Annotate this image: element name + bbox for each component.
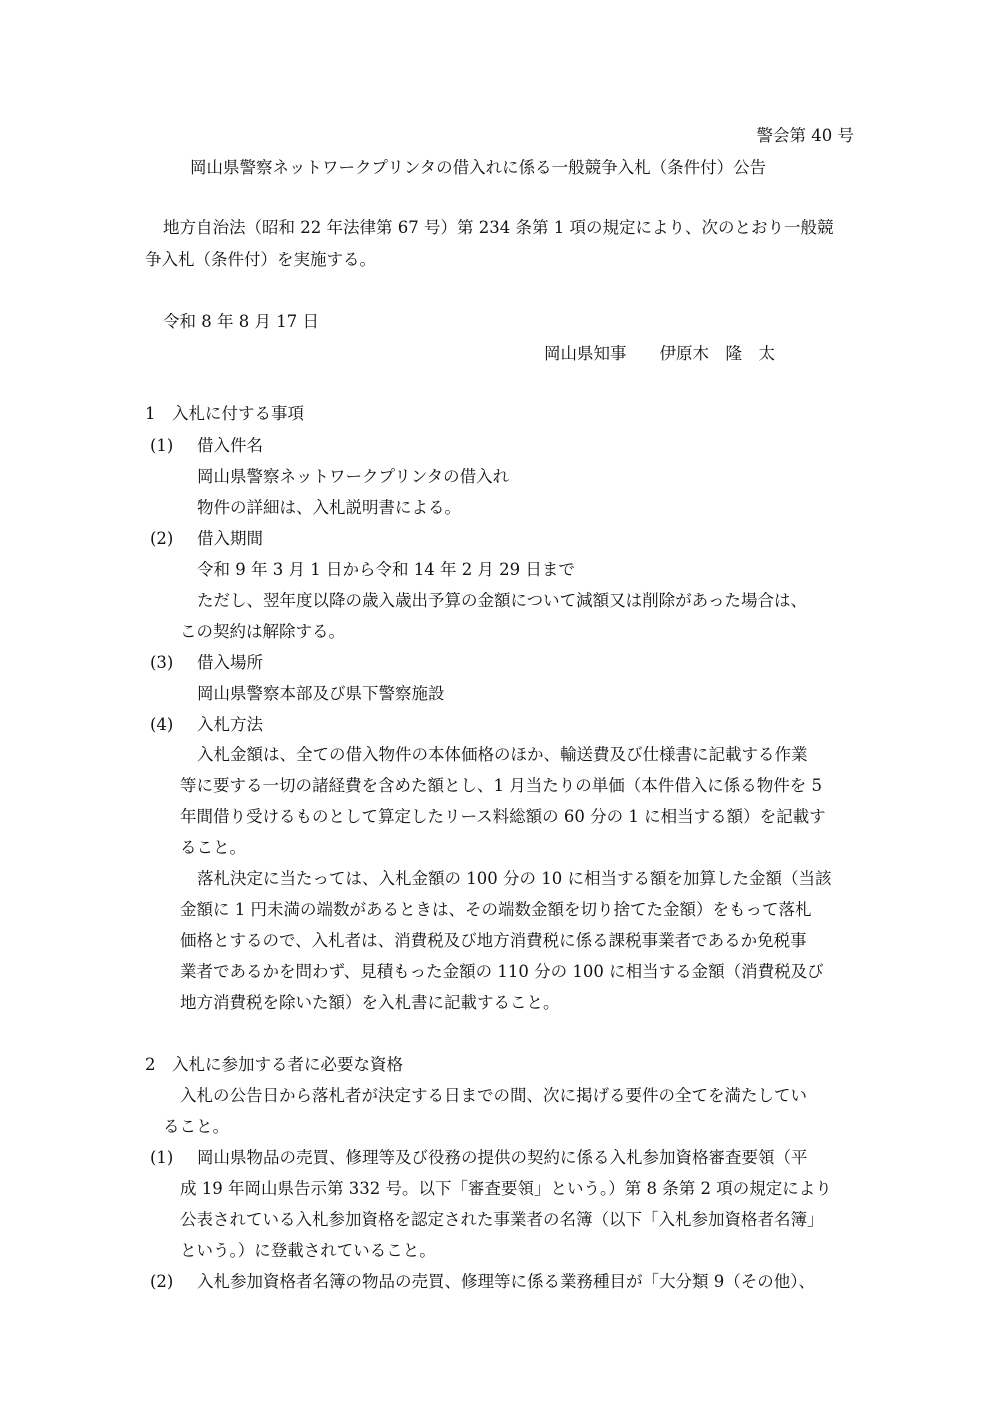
- item-1-4-number: (4): [150, 715, 174, 734]
- governor-signature: 岡山県知事 伊原木 隆 太: [544, 344, 775, 363]
- item-1-4-p1-3: 年間借り受けるものとして算定したリース料総額の 60 分の 1 に相当する額）を記載す: [180, 807, 826, 826]
- item-2-1-number: (1): [150, 1148, 174, 1167]
- item-1-2-text-1: 令和 9 年 3 月 1 日から令和 14 年 2 月 29 日まで: [197, 560, 575, 579]
- item-1-2-text-2: ただし、翌年度以降の歳入歳出予算の金額について減額又は削除があった場合は、: [197, 591, 808, 610]
- section-2-heading: 2 入札に参加する者に必要な資格: [145, 1055, 403, 1074]
- item-1-4-p2-1: 落札決定に当たっては、入札金額の 100 分の 10 に相当する額を加算した金額（当該: [197, 869, 832, 888]
- item-1-2-label: 借入期間: [197, 529, 263, 548]
- item-1-4-p1-2: 等に要する一切の諸経費を含めた額とし、1 月当たりの単価（本件借入に係る物件を 5: [180, 776, 822, 795]
- item-1-3-text-1: 岡山県警察本部及び県下警察施設: [197, 684, 445, 703]
- item-1-3-number: (3): [150, 653, 174, 672]
- item-1-1-label: 借入件名: [197, 436, 263, 455]
- item-1-3-label: 借入場所: [197, 653, 263, 672]
- item-1-1-text-1: 岡山県警察ネットワークプリンタの借入れ: [197, 467, 510, 486]
- notice-date: 令和 8 年 8 月 17 日: [163, 312, 319, 331]
- item-1-1-number: (1): [150, 436, 174, 455]
- item-2-1-text-4: という。）に登載されていること。: [180, 1241, 436, 1260]
- notice-number: 警会第 40 号: [756, 126, 854, 145]
- section-2-intro-2: ること。: [163, 1117, 229, 1136]
- item-1-4-p1-4: ること。: [180, 838, 246, 857]
- item-2-1-text-1: 岡山県物品の売買、修理等及び役務の提供の契約に係る入札参加資格審査要領（平: [197, 1148, 808, 1167]
- item-1-1-text-2: 物件の詳細は、入札説明書による。: [197, 498, 461, 517]
- item-1-4-p1-1: 入札金額は、全ての借入物件の本体価格のほか、輸送費及び仕様書に記載する作業: [197, 745, 808, 764]
- item-2-1-text-3: 公表されている入札参加資格を認定された事業者の名簿（以下「入札参加資格者名簿」: [180, 1210, 824, 1229]
- item-2-2-text-1: 入札参加資格者名簿の物品の売買、修理等に係る業務種目が「大分類 9（その他）、: [197, 1272, 815, 1291]
- item-1-2-number: (2): [150, 529, 174, 548]
- notice-title: 岡山県警察ネットワークプリンタの借入れに係る一般競争入札（条件付）公告: [190, 158, 767, 177]
- item-1-4-p2-5: 地方消費税を除いた額）を入札書に記載すること。: [180, 993, 560, 1012]
- item-1-4-p2-3: 価格とするので、入札者は、消費税及び地方消費税に係る課税事業者であるか免税事: [180, 931, 807, 950]
- item-2-2-number: (2): [150, 1272, 174, 1291]
- item-2-1-text-2: 成 19 年岡山県告示第 332 号。以下「審査要領」という。）第 8 条第 2 項の規定により: [180, 1179, 832, 1198]
- intro-line-1: 地方自治法（昭和 22 年法律第 67 号）第 234 条第 1 項の規定により、次のとおり一般競: [163, 218, 834, 237]
- item-1-4-p2-4: 業者であるかを問わず、見積もった金額の 110 分の 100 に相当する金額（消費税及び: [180, 962, 824, 981]
- item-1-4-p2-2: 金額に 1 円未満の端数があるときは、その端数金額を切り捨てた金額）をもって落札: [180, 900, 812, 919]
- section-2-intro-1: 入札の公告日から落札者が決定する日までの間、次に掲げる要件の全てを満たしてい: [180, 1086, 807, 1105]
- intro-line-2: 争入札（条件付）を実施する。: [145, 250, 376, 269]
- item-1-4-label: 入札方法: [197, 715, 263, 734]
- item-1-2-text-3: この契約は解除する。: [180, 622, 345, 641]
- section-1-heading: 1 入札に付する事項: [145, 404, 304, 423]
